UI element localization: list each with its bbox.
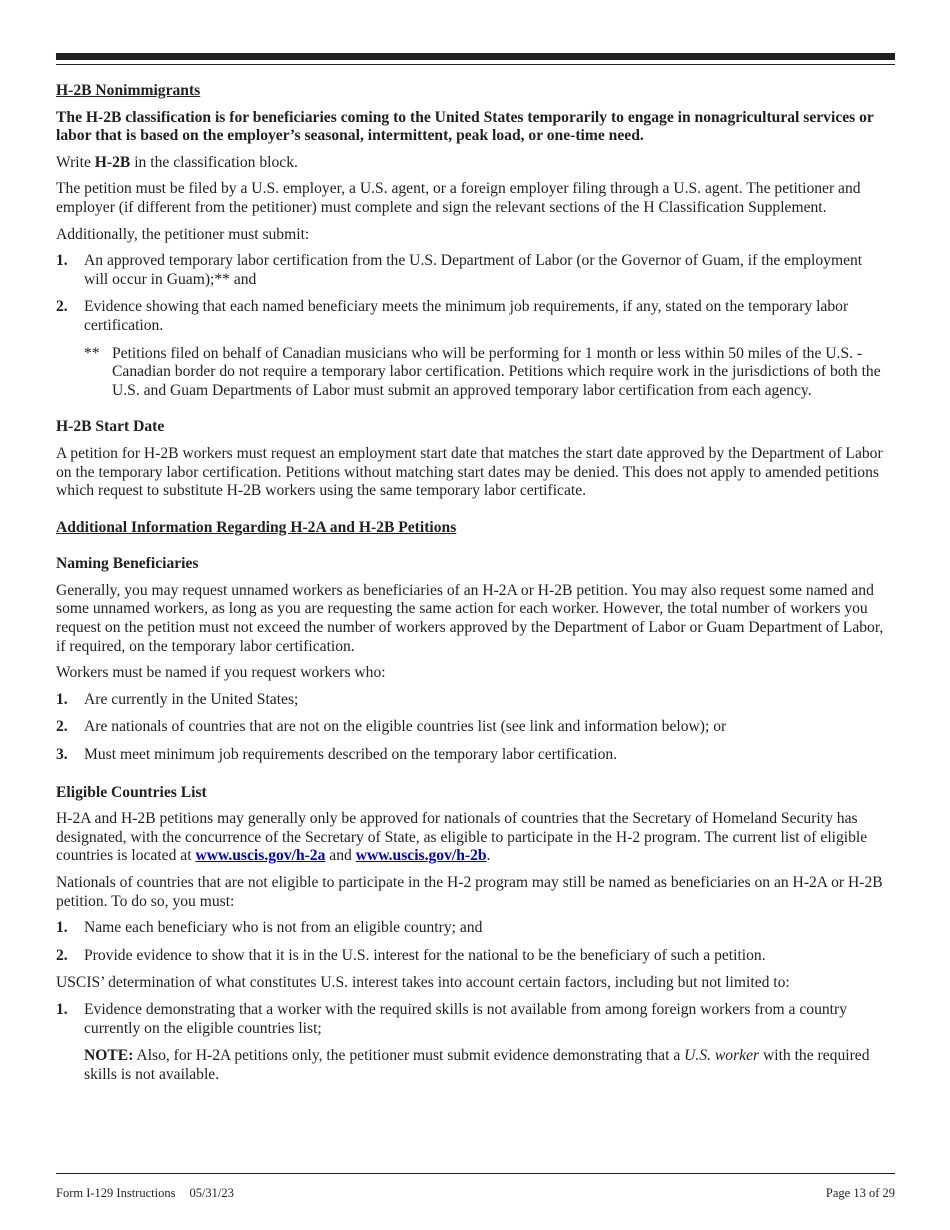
- naming-heading: Naming Beneficiaries: [56, 555, 199, 573]
- start-date-heading: H-2B Start Date: [56, 418, 165, 436]
- list-item: 2. Are nationals of countries that are not on the eligible countries list (see link and information below); or: [56, 718, 727, 736]
- h2b-heading: H-2B Nonimmigrants: [56, 82, 201, 99]
- additional-info-heading: Additional Information Regarding H-2A and H-2B Petitions: [56, 518, 457, 536]
- h2b-link[interactable]: www.uscis.gov/h-2b: [355, 847, 487, 865]
- list-item: 2. Evidence showing that each named beneficiary meets the minimum job requirements, if any, stated on the temporary labor certification.: [56, 298, 849, 334]
- footer-form-info: Form I-129 Instructions 05/31/23: [56, 1186, 234, 1200]
- eligible-paragraph: H-2A and H-2B petitions may generally only be approved for nationals of countries that the Secretary of Homeland Security has designated, with the concurrence of the Secretary of State, as eligible to participate in the H-2 program. The current list of eligible countries is located at www.uscis.gov/h-2a and www.uscis.gov/h-2b.: [56, 810, 868, 865]
- petition-paragraph: The petition must be filed by a U.S. employer, a U.S. agent, or a foreign employer filing through a U.S. agent. The petitioner and employer (if different from the petitioner) must complete and sign the relevant sections of the H Classification Supplement.: [56, 180, 861, 216]
- additionally-paragraph: Additionally, the petitioner must submit:: [56, 225, 310, 243]
- footnote: ** Petitions filed on behalf of Canadian musicians who will be performing for 1 month or less within 50 miles of the U.S. - Canadian border do not require a temporary labor certification. Petitions which require work in the jurisdictions of both the U.S. and Guam Departments of Labor must submit an approved temporary labor certification from each agency.: [84, 344, 881, 399]
- header-rule-thin: [56, 64, 895, 65]
- list-item: 1. An approved temporary labor certification from the U.S. Department of Labor (or the Governor of Guam, if the employment will occur in Guam);** and: [56, 252, 863, 288]
- nationals-list: [56, 919, 890, 965]
- header-rule-thick: [56, 53, 895, 60]
- list-item: 3. Must meet minimum job requirements described on the temporary labor certification.: [56, 746, 618, 764]
- list-item: 1. Evidence demonstrating that a worker with the required skills is not available from among foreign workers from a country currently on the eligible countries list;: [56, 1000, 848, 1037]
- naming-list: [56, 691, 890, 765]
- list-item: 2. Provide evidence to show that it is in the U.S. interest for the national to be the beneficiary of such a petition.: [56, 946, 766, 964]
- nationals-paragraph: Nationals of countries that are not eligible to participate in the H-2 program may still be named as beneficiaries on an H-2A or H-2B petition. To do so, you must:: [56, 874, 883, 910]
- h2b-lead: The H-2B classification is for beneficiaries coming to the United States temporarily to engage in nonagricultural services or labor that is based on the employer’s seasonal, intermittent, peak load, or one-time need.: [56, 108, 874, 145]
- uscis-intro: USCIS’ determination of what constitutes U.S. interest takes into account certain factors, including but not limited to:: [56, 974, 790, 992]
- naming-intro: Workers must be named if you request workers who:: [56, 664, 386, 682]
- page-content: [56, 82, 890, 1092]
- eligible-heading: Eligible Countries List: [56, 783, 207, 801]
- footer-rule: [56, 1173, 895, 1174]
- write-instruction: Write H-2B in the classification block.: [56, 153, 298, 171]
- start-date-paragraph: A petition for H-2B workers must request an employment start date that matches the start date approved by the Department of Labor on the temporary labor certification. Petitions without matching start dates may be denied. This does not apply to amended petitions which request to substitute H-2B workers using the same temporary labor certificate.: [56, 444, 883, 500]
- note-paragraph: NOTE: Also, for H-2A petitions only, the petitioner must submit evidence demonstrating that a U.S. worker with the required skills is not available.: [84, 1047, 870, 1083]
- naming-paragraph: Generally, you may request unnamed workers as beneficiaries of an H-2A or H-2B petition. You may also request some named and some unnamed workers, as long as you are requesting the same action for each worker. However, the total number of workers you request on the petition must not exceed the number of workers approved by the Department of Labor or Guam Department of Labor, if required, on the temporary labor certification.: [56, 581, 884, 655]
- h2a-link[interactable]: www.uscis.gov/h-2a: [195, 847, 326, 865]
- page-number: Page 13 of 29: [825, 1186, 895, 1200]
- h2b-requirements-list: [56, 252, 890, 335]
- list-item: 1. Name each beneficiary who is not from an eligible country; and: [56, 919, 483, 937]
- list-item: 1. Are currently in the United States;: [56, 690, 299, 708]
